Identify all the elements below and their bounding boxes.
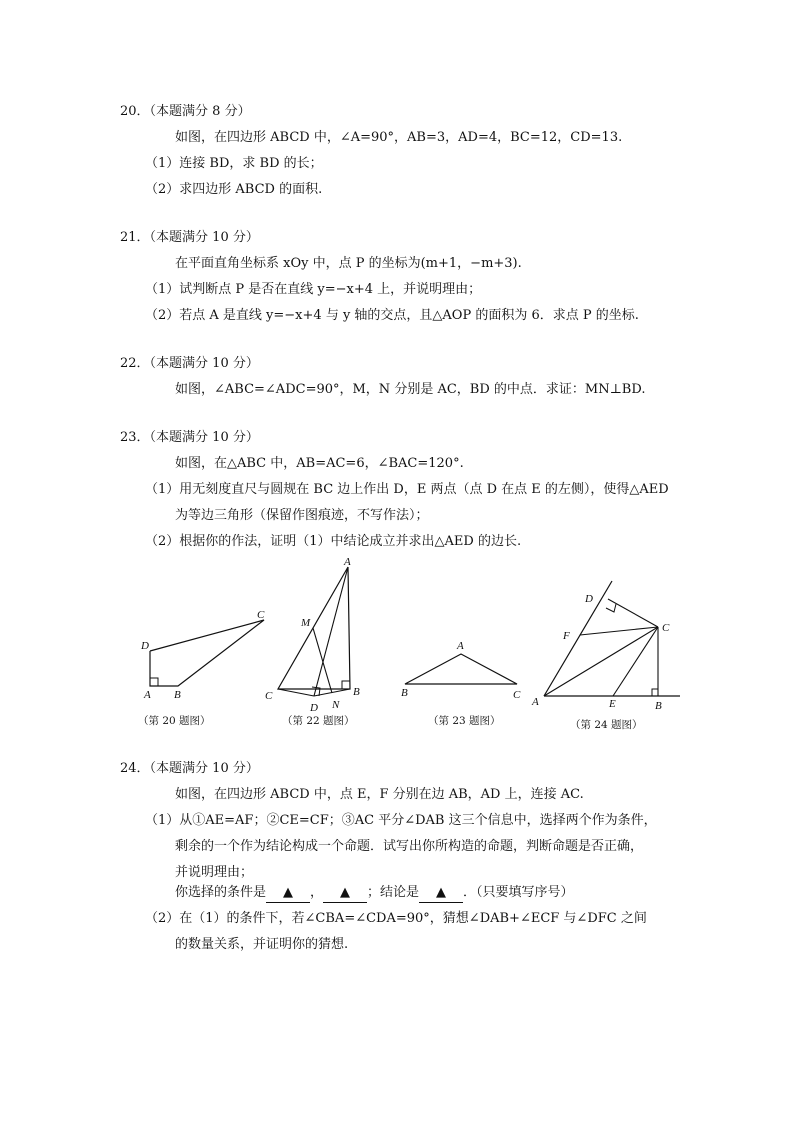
q21-header: 21．（本题满分 10 分） [120, 230, 259, 245]
q24-part1-line2: 剩余的一个作为结论构成一个命题．试写出你所构造的命题，判断命题是否正确， [175, 839, 644, 854]
fig20-label-d: D [141, 640, 149, 652]
fill-suffix: ．（只要填写序号） [463, 885, 574, 900]
q21-part2: （2）若点 A 是直线 y=−x+4 与 y 轴的交点，且△AOP 的面积为 6．求点 P 的坐标. [145, 308, 639, 323]
q24-part2-line1: （2）在（1）的条件下，若∠CBA=∠CDA=90°，猜想∠DAB+∠ECF 与∠DFC 之间 [145, 911, 647, 926]
q24-stem: 如图，在四边形 ABCD 中，点 E，F 分别在边 AB，AD 上，连接 AC. [175, 787, 584, 802]
fig23-caption: （第 23 题图） [428, 715, 501, 727]
fig20-label-a: A [144, 689, 151, 701]
fill-conclusion: ；结论是 [367, 885, 420, 900]
fig22-label-m: M [301, 617, 311, 629]
fill-separator: ， [310, 885, 324, 900]
fig23-label-a: A [457, 640, 464, 652]
q23-part1-line2: 为等边三角形（保留作图痕迹，不写作法）； [175, 508, 429, 523]
q24-part1-line1: （1）从①AE=AF；②CE=CF；③AC 平分∠DAB 这三个信息中，选择两个作为条件， [145, 813, 657, 828]
q23-part1-line1: （1）用无刻度直尺与圆规在 BC 边上作出 D，E 两点（点 D 在点 E 的左侧），使得△AED [145, 482, 669, 497]
fig24-label-e: E [609, 698, 616, 710]
q20-stem: 如图，在四边形 ABCD 中，∠A=90°，AB=3，AD=4，BC=12，CD=13. [175, 130, 623, 145]
fig20-label-c: C [257, 609, 265, 621]
q23-header: 23．（本题满分 10 分） [120, 430, 259, 445]
q20-part1: （1）连接 BD，求 BD 的长； [145, 156, 323, 171]
q20-part2: （2）求四边形 ABCD 的面积. [145, 182, 323, 197]
fig22-label-n: N [332, 699, 340, 711]
q24-fill-line [175, 884, 574, 903]
fig20-label-b: B [174, 689, 181, 701]
fig24-label-d: D [585, 593, 593, 605]
q23-stem: 如图，在△ABC 中，AB=AC=6，∠BAC=120°. [175, 456, 464, 471]
answer-blank-2[interactable]: ▲ [323, 884, 367, 903]
fig24-label-f: F [563, 630, 570, 642]
fig20-caption: （第 20 题图） [138, 715, 211, 727]
q22-header: 22．（本题满分 10 分） [120, 356, 259, 371]
fig23-label-b: B [401, 687, 408, 699]
answer-blank-3[interactable]: ▲ [419, 884, 463, 903]
fig22-label-d: D [310, 702, 318, 714]
q24-part2-line2: 的数量关系，并证明你的猜想. [175, 937, 349, 952]
fig22-label-a: A [344, 556, 351, 568]
q21-part1: （1）试判断点 P 是否在直线 y=−x+4 上，并说明理由； [145, 282, 482, 297]
fig24-label-b: B [655, 700, 662, 712]
answer-blank-1[interactable]: ▲ [266, 884, 310, 903]
q21-stem: 在平面直角坐标系 xOy 中，点 P 的坐标为(m+1，−m+3). [175, 256, 522, 271]
figure-23 [398, 636, 528, 702]
q24-part1-line3: 并说明理由； [175, 865, 254, 880]
fig22-caption: （第 22 题图） [282, 715, 355, 727]
q24-header: 24．（本题满分 10 分） [120, 761, 259, 776]
q20-header: 20．（本题满分 8 分） [120, 104, 251, 119]
fig24-label-c: C [662, 622, 670, 634]
figure-24 [528, 575, 683, 715]
figure-22 [262, 553, 372, 715]
q23-part2: （2）根据你的作法，证明（1）中结论成立并求出△AED 的边长. [145, 534, 522, 549]
fig22-label-c: C [265, 690, 273, 702]
fill-prefix: 你选择的条件是 [175, 885, 267, 900]
fig24-label-a: A [532, 696, 539, 708]
figure-20 [138, 600, 273, 705]
fig23-label-c: C [513, 689, 521, 701]
fig24-caption: （第 24 题图） [570, 719, 643, 731]
fig22-label-b: B [353, 686, 360, 698]
q22-stem: 如图，∠ABC=∠ADC=90°，M，N 分别是 AC，BD 的中点．求证：MN⊥BD. [175, 382, 646, 397]
